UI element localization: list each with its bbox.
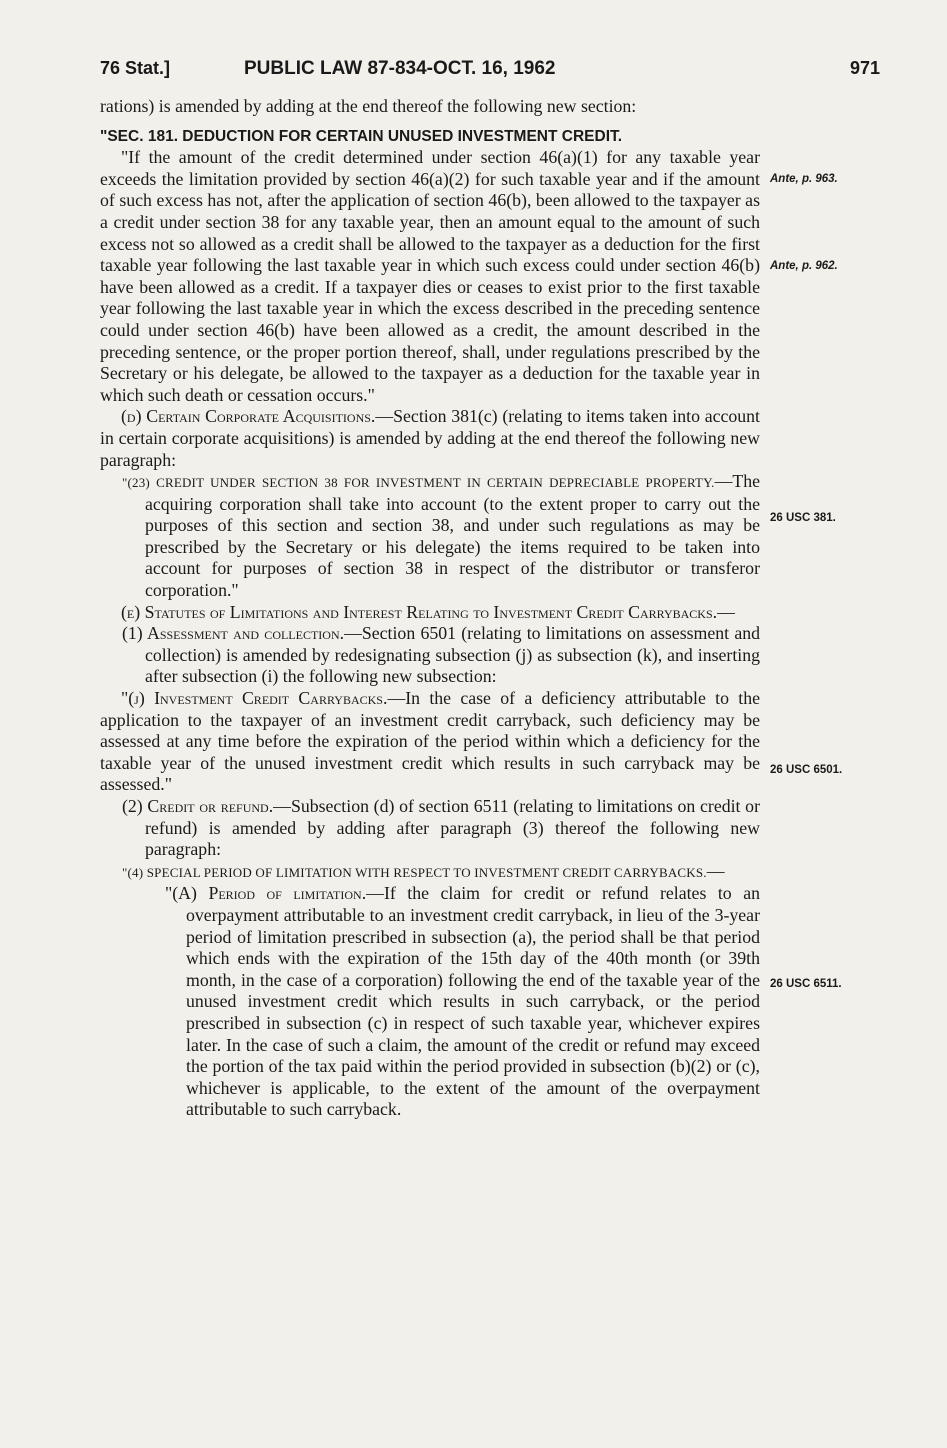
paragraph-e1-text: —Section 6501 (relating to limitations on assessment and collection) is amended by redesignating subsection (j) as subsection (k), and inserting after subsection (i) the following new subsection: [145, 623, 760, 687]
paragraph-4 [100, 861, 760, 884]
paragraph-e1-heading: (1) Assessment and collection. [122, 623, 345, 644]
subsection-d [100, 406, 760, 471]
subparagraph-A [100, 883, 760, 1121]
page-number: 971 [849, 58, 880, 78]
paragraph-23 [100, 471, 760, 602]
page-title: PUBLIC LAW 87-834-OCT. 16, 1962 [244, 58, 556, 79]
paragraph-4-text: — [706, 860, 725, 881]
paragraph-4-heading: "(4) SPECIAL PERIOD OF LIMITATION WITH RESPECT TO INVESTMENT CREDIT CARRYBACKS. [122, 864, 707, 880]
margin-note: Ante, p. 962. [770, 260, 838, 272]
paragraph-e2-text: —Subsection (d) of section 6511 (relating to limitations on credit or refund) is amended by adding after paragraph (3) thereof the following new paragraph: [145, 796, 760, 860]
margin-note: 26 USC 6501. [770, 764, 843, 776]
paragraph-e2 [100, 796, 760, 861]
subsection-d-text: —Section 381(c) (relating to items taken into account in certain corporate acquisitions) is amended by adding at the end thereof the following new paragraph: [100, 406, 760, 470]
subsection-e-heading: (e) Statutes of Limitations and Interest Relating to Investment Credit Carrybacks. [121, 601, 718, 622]
body-text [100, 96, 760, 1121]
subsection-e-text: — [717, 601, 735, 622]
subsection-j-text: —In the case of a deficiency attributable to the application to the taxpayer of an investment credit carryback, such deficiency may be assessed at any time before the expiration of the period within which a deficiency for the taxable year of the unused investment credit which results in such carryback may be assessed." [100, 688, 761, 795]
subsection-j-heading: "(j) Investment Credit Carrybacks. [121, 688, 388, 709]
running-header [100, 58, 880, 84]
section-181-heading: "SEC. 181. DEDUCTION FOR CERTAIN UNUSED INVESTMENT CREDIT. [100, 127, 623, 145]
stat-reference: 76 Stat.] [100, 58, 171, 78]
paragraph-e2-heading: (2) Credit or refund. [122, 796, 274, 816]
subsection-j [100, 688, 760, 796]
paragraph-23-text: —The acquiring corporation shall take into account (to the extent proper to carry out the purposes of this section and section 38, and under such regulations as may be prescribed by the Secretary or his delegate) the items required to be taken into account for purposes of section 38 in respect of the distributor or transferor corporation." [145, 471, 760, 601]
paragraph-23-heading: "(23) CREDIT UNDER SECTION 38 FOR INVESTMENT IN CERTAIN DEPRECIABLE PROPERTY. [122, 475, 715, 491]
paragraph-e1 [100, 623, 760, 688]
paragraph-intro: rations) is amended by adding at the end thereof the following new section: [100, 96, 637, 116]
margin-note: 26 USC 381. [770, 512, 836, 524]
section-181-text: "If the amount of the credit determined under section 46(a)(1) for any taxable year exceeds the limitation provided by section 46(a)(2) for such taxable year and if the amount of such excess has not, after the application of section 46(b), been allowed to the taxpayer as a credit under section 38 for any taxable year, then an amount equal to the amount of such excess not so allowed as a credit shall be allowed to the taxpayer as a deduction for the first taxable year following the last taxable year in which such excess could under section 46(b) have been allowed as a credit. If a taxpayer dies or ceases to exist prior to the first taxable year following the last taxable year in which the excess described in the preceding sentence could under section 46(b) have been allowed as a credit, the amount described in the preceding sentence, or the proper portion thereof, shall, under regulations prescribed by the Secretary or his delegate, be allowed to the taxpayer as a deduction for the taxable year in which such death or cessation occurs." [100, 147, 760, 405]
margin-note: Ante, p. 963. [770, 173, 838, 185]
subsection-e [100, 602, 760, 624]
subparagraph-A-heading: "(A) Period of limitation. [165, 883, 367, 904]
subparagraph-A-text: —If the claim for credit or refund relates to an overpayment attributable to an investment credit carryback, in lieu of the 3-year period of limitation prescribed in subsection (a), the period shall be that period which ends with the expiration of the 15th day of the 40th month (or 39th month, in the case of a corporation) following the end of the taxable year of the unused investment credit which results in such carryback, or the period prescribed in subsection (c) in respect of such taxable year, whichever expires later. In the case of such a claim, the amount of the credit or refund may exceed the portion of the tax paid within the period provided in subsection (b)(2) or (c), whichever is applicable, to the extent of the amount of the overpayment attributable to such carryback. [186, 883, 760, 1120]
subsection-d-heading: (d) Certain Corporate Acquisitions. [121, 406, 376, 427]
margin-note: 26 USC 6511. [770, 978, 842, 990]
